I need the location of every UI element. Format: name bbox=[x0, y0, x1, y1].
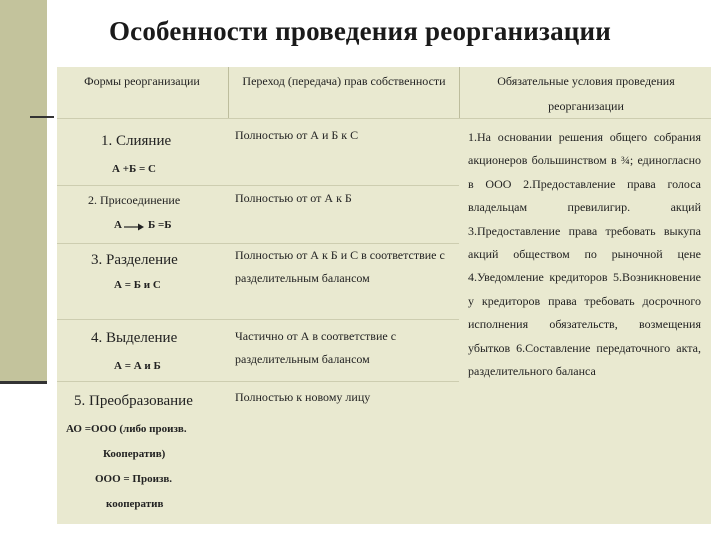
column-divider bbox=[459, 67, 460, 119]
row-divider bbox=[57, 185, 459, 186]
formula-merger: А +Б = С bbox=[112, 163, 156, 175]
header-conditions: Обязательные условия проведения реорганизации bbox=[497, 74, 675, 113]
table-header bbox=[57, 67, 711, 117]
transfer-transformation: Полностью к новому лицу bbox=[235, 390, 371, 404]
arrow-icon bbox=[123, 221, 145, 233]
formula-spin-off: А = А и Б bbox=[114, 360, 161, 372]
side-accent-bar bbox=[0, 0, 47, 382]
side-accent-rule-bottom bbox=[0, 381, 47, 384]
form-merger: 1. Слияние bbox=[101, 133, 172, 149]
formula-transformation-1: АО =ООО (либо произв. bbox=[66, 423, 187, 435]
formula-transformation-4: кооператив bbox=[106, 498, 164, 510]
header-forms: Формы реорганизации bbox=[84, 74, 200, 88]
header-transfer: Переход (передача) прав собственности bbox=[242, 74, 446, 88]
form-division: 3. Разделение bbox=[91, 252, 178, 268]
row-divider bbox=[57, 381, 459, 382]
formula-division: А = Б и С bbox=[114, 279, 161, 291]
formula-accession-right: Б =Б bbox=[148, 219, 172, 231]
formula-accession-left: А bbox=[114, 219, 122, 231]
reorganization-table bbox=[57, 67, 711, 524]
conditions-text: 1.На основании решения общего собрания акционеров большинством в ¾; единогласно в ООО 2.Предоставление права голоса владельцам превилигир. акций 3.Предоставление права требовать выкупа акций обществом по рыночной цене 4.Уведомление кредиторов 5.Возникновение у кредиторов права требовать досрочного исполнения обязательств, возмещения убытков 6.Составление передаточного акта, разделительного баланса bbox=[468, 130, 701, 379]
form-transformation: 5. Преобразование bbox=[74, 393, 193, 409]
column-divider bbox=[228, 67, 229, 119]
formula-transformation-2: Кооператив) bbox=[103, 448, 166, 460]
side-accent-rule bbox=[30, 116, 54, 118]
transfer-spin-off: Частично от А в соответствие с разделительным балансом bbox=[235, 329, 397, 366]
transfer-accession: Полностью от от А к Б bbox=[235, 191, 352, 205]
transfer-merger: Полностью от А и Б к С bbox=[235, 128, 359, 142]
formula-transformation-3: ООО = Произв. bbox=[95, 473, 173, 485]
slide-title: Особенности проведения реорганизации bbox=[108, 16, 612, 46]
row-divider bbox=[57, 319, 459, 320]
row-divider bbox=[57, 118, 711, 119]
transfer-division: Полностью от А к Б и С в соответствие с разделительным балансом bbox=[235, 248, 445, 285]
form-spin-off: 4. Выделение bbox=[91, 330, 178, 346]
form-accession: 2. Присоединение bbox=[88, 193, 181, 207]
